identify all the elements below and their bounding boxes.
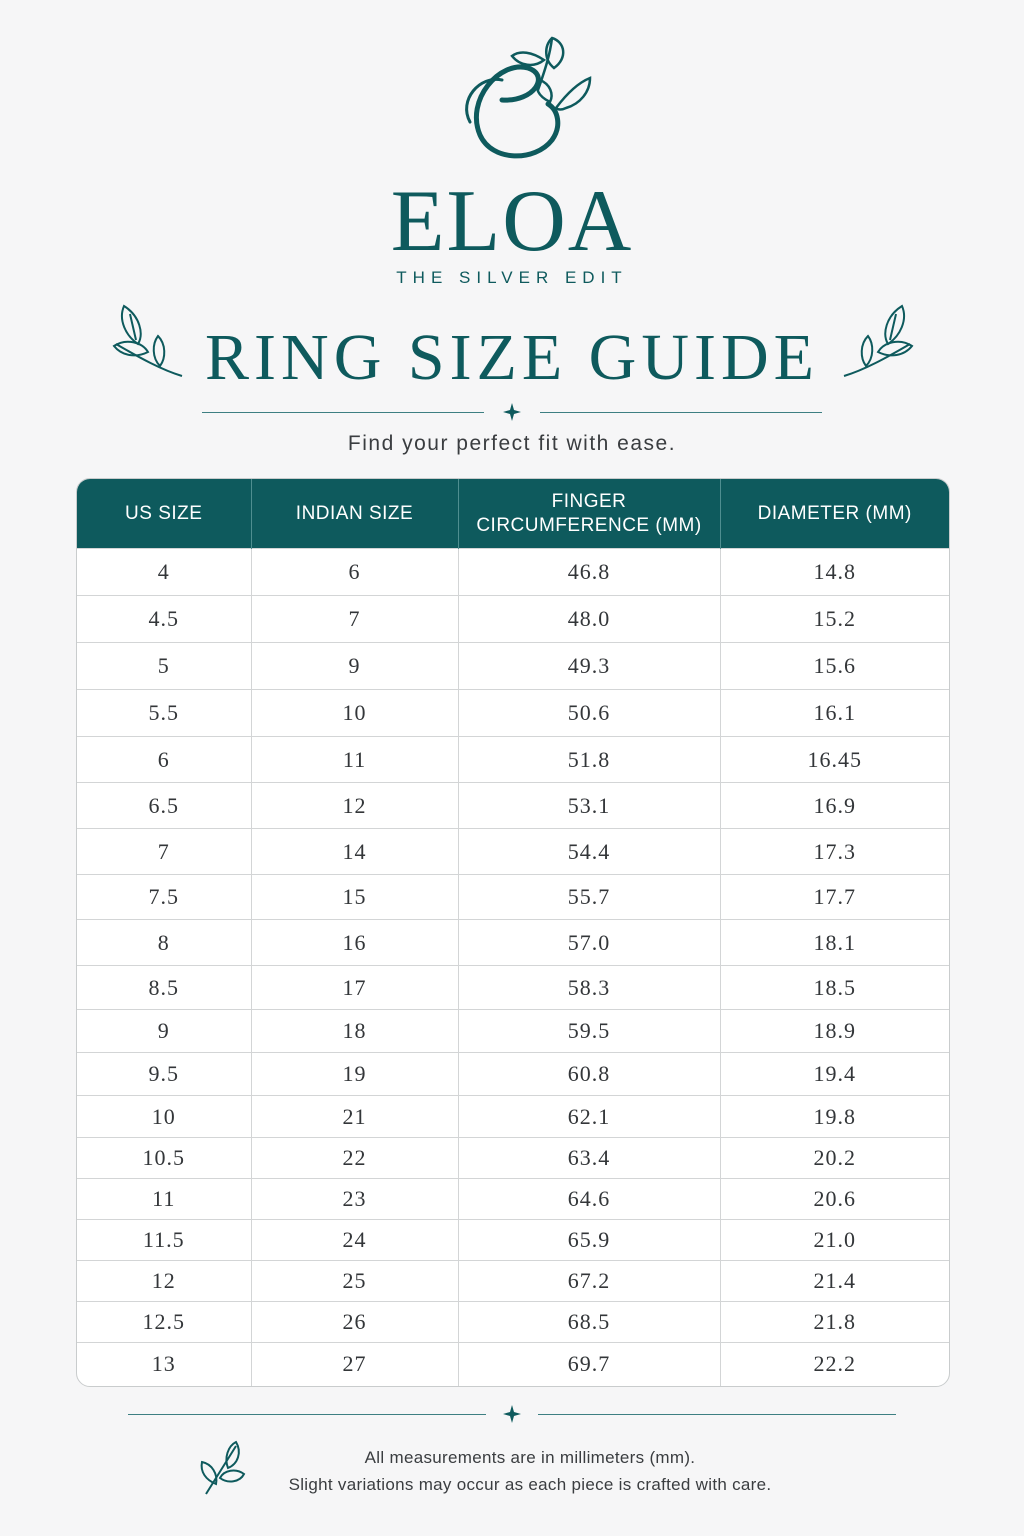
us-size-cell: 12.5	[77, 1302, 251, 1343]
diameter-cell: 19.8	[720, 1096, 949, 1138]
indian-size-cell: 27	[251, 1343, 458, 1386]
circumference-cell: 67.2	[458, 1261, 720, 1302]
us-size-cell: 9	[77, 1010, 251, 1053]
us-size-cell: 7.5	[77, 875, 251, 920]
us-size-cell: 6	[77, 737, 251, 783]
us-size-cell: 7	[77, 829, 251, 875]
us-size-cell: 4.5	[77, 596, 251, 643]
footer-note	[230, 1444, 830, 1498]
us-size-cell: 6.5	[77, 783, 251, 829]
us-size-cell: 10	[77, 1096, 251, 1138]
indian-size-cell: 17	[251, 966, 458, 1010]
table-row	[77, 1343, 949, 1386]
table-row	[77, 1179, 949, 1220]
table-row	[77, 690, 949, 737]
diameter-cell: 21.8	[720, 1302, 949, 1343]
us-size-cell: 11	[77, 1179, 251, 1220]
table-row	[77, 1096, 949, 1138]
circumference-cell: 55.7	[458, 875, 720, 920]
us-size-cell: 5.5	[77, 690, 251, 737]
footer-line-2: Slight variations may occur as each piece is crafted with care.	[288, 1475, 772, 1494]
table-header-row	[77, 479, 949, 549]
indian-size-cell: 15	[251, 875, 458, 920]
indian-size-cell: 19	[251, 1053, 458, 1096]
indian-size-cell: 25	[251, 1261, 458, 1302]
footer-divider	[128, 1404, 896, 1424]
indian-size-cell: 26	[251, 1302, 458, 1343]
page-subtitle: Find your perfect fit with ease.	[347, 432, 677, 455]
title-divider	[202, 402, 822, 422]
circumference-cell: 57.0	[458, 920, 720, 966]
diameter-cell: 21.4	[720, 1261, 949, 1302]
footer-line-1: All measurements are in millimeters (mm).	[364, 1448, 696, 1467]
circumference-cell: 50.6	[458, 690, 720, 737]
diameter-cell: 15.2	[720, 596, 949, 643]
table-row	[77, 875, 949, 920]
sparkle-icon	[502, 1404, 522, 1424]
us-size-cell: 9.5	[77, 1053, 251, 1096]
circumference-cell: 64.6	[458, 1179, 720, 1220]
circumference-cell: 51.8	[458, 737, 720, 783]
diameter-cell: 18.9	[720, 1010, 949, 1053]
header-finger-circumference: FINGER CIRCUMFERENCE (MM)	[458, 479, 720, 549]
diameter-cell: 17.3	[720, 829, 949, 875]
us-size-cell: 11.5	[77, 1220, 251, 1261]
circumference-cell: 54.4	[458, 829, 720, 875]
diameter-cell: 20.6	[720, 1179, 949, 1220]
us-size-cell: 10.5	[77, 1138, 251, 1179]
eloa-leaf-monogram-icon	[440, 30, 600, 180]
indian-size-cell: 18	[251, 1010, 458, 1053]
sparkle-icon	[502, 402, 522, 422]
page-title: RING SIZE GUIDE	[205, 321, 819, 394]
diameter-cell: 18.5	[720, 966, 949, 1010]
diameter-cell: 18.1	[720, 920, 949, 966]
diameter-cell: 16.45	[720, 737, 949, 783]
diameter-cell: 16.9	[720, 783, 949, 829]
table-row	[77, 549, 949, 596]
brand-name: ELOA	[390, 173, 634, 270]
indian-size-cell: 6	[251, 549, 458, 596]
table-row	[77, 1053, 949, 1096]
us-size-cell: 8	[77, 920, 251, 966]
us-size-cell: 13	[77, 1343, 251, 1386]
table-row	[77, 783, 949, 829]
diameter-cell: 16.1	[720, 690, 949, 737]
indian-size-cell: 12	[251, 783, 458, 829]
header-indian-size: INDIAN SIZE	[251, 479, 458, 549]
circumference-cell: 63.4	[458, 1138, 720, 1179]
diameter-cell: 21.0	[720, 1220, 949, 1261]
us-size-cell: 4	[77, 549, 251, 596]
indian-size-cell: 16	[251, 920, 458, 966]
table-row	[77, 1220, 949, 1261]
circumference-cell: 46.8	[458, 549, 720, 596]
indian-size-cell: 7	[251, 596, 458, 643]
indian-size-cell: 10	[251, 690, 458, 737]
indian-size-cell: 21	[251, 1096, 458, 1138]
table-row	[77, 829, 949, 875]
circumference-cell: 65.9	[458, 1220, 720, 1261]
diameter-cell: 20.2	[720, 1138, 949, 1179]
circumference-cell: 53.1	[458, 783, 720, 829]
diameter-cell: 17.7	[720, 875, 949, 920]
circumference-cell: 62.1	[458, 1096, 720, 1138]
table-row	[77, 737, 949, 783]
circumference-cell: 49.3	[458, 643, 720, 690]
diameter-cell: 22.2	[720, 1343, 949, 1386]
table-row	[77, 596, 949, 643]
diameter-cell: 14.8	[720, 549, 949, 596]
table-row	[77, 1302, 949, 1343]
circumference-cell: 48.0	[458, 596, 720, 643]
diameter-cell: 15.6	[720, 643, 949, 690]
indian-size-cell: 9	[251, 643, 458, 690]
size-table	[76, 478, 950, 1387]
table-row	[77, 1138, 949, 1179]
circumference-cell: 60.8	[458, 1053, 720, 1096]
circumference-cell: 69.7	[458, 1343, 720, 1386]
us-size-cell: 5	[77, 643, 251, 690]
brand-tagline: THE SILVER EDIT	[396, 268, 628, 287]
circumference-cell: 58.3	[458, 966, 720, 1010]
header-diameter: DIAMETER (MM)	[720, 479, 949, 549]
indian-size-cell: 24	[251, 1220, 458, 1261]
circumference-cell: 68.5	[458, 1302, 720, 1343]
table-row	[77, 966, 949, 1010]
leaf-sprig-right-icon	[836, 300, 916, 380]
us-size-cell: 8.5	[77, 966, 251, 1010]
table-row	[77, 1010, 949, 1053]
us-size-cell: 12	[77, 1261, 251, 1302]
indian-size-cell: 11	[251, 737, 458, 783]
indian-size-cell: 14	[251, 829, 458, 875]
indian-size-cell: 22	[251, 1138, 458, 1179]
table-row	[77, 1261, 949, 1302]
header-us-size: US SIZE	[77, 479, 251, 549]
indian-size-cell: 23	[251, 1179, 458, 1220]
diameter-cell: 19.4	[720, 1053, 949, 1096]
table-row	[77, 920, 949, 966]
table-row	[77, 643, 949, 690]
circumference-cell: 59.5	[458, 1010, 720, 1053]
